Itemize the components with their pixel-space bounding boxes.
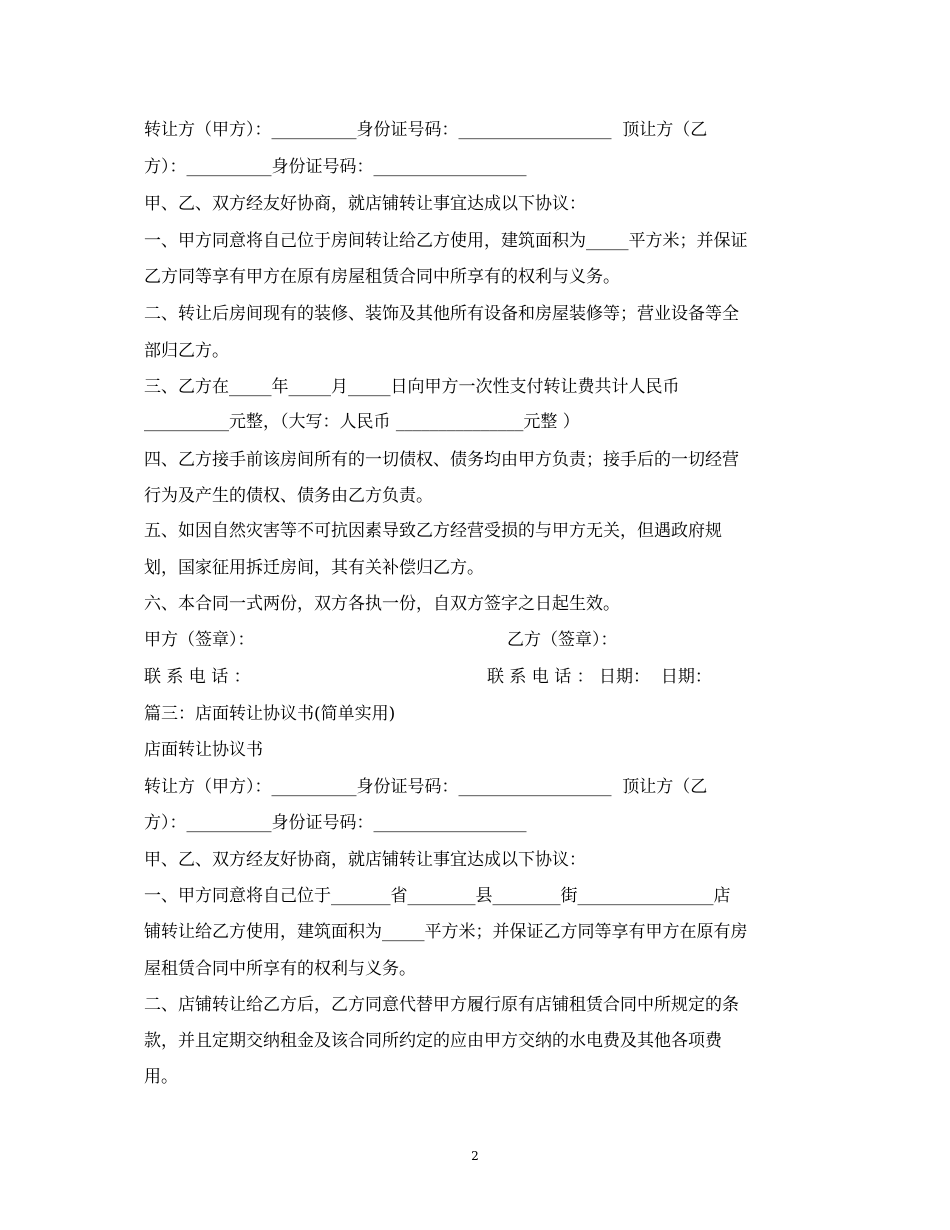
text-line: 划，国家征用拆迁房间，其有关补偿归乙方。 (144, 558, 484, 578)
text-line: 甲、乙、双方经友好协商，就店铺转让事宜达成以下协议： (144, 850, 586, 870)
text-line: 二、转让后房间现有的装修、装饰及其他所有设备和房屋装修等；营业设备等全 (144, 304, 739, 324)
text-line: 用。 (144, 1067, 178, 1087)
text-line: 五、如因自然灾害等不可抗因素导致乙方经营受损的与甲方无关，但遇政府规 (144, 521, 722, 541)
text-line: 四、乙方接手前该房间所有的一切债权、债务均由甲方负责；接手后的一切经营 (144, 450, 739, 470)
text-line: 转让方（甲方）：__________身份证号码：__________________ 顶让方（乙 (144, 777, 708, 797)
text-line: 六、本合同一式两份，双方各执一份，自双方签字之日起生效。 (144, 594, 620, 614)
text-line: 屋租赁合同中所享有的权利与义务。 (144, 959, 416, 979)
document-title: 店面转让协议书 (144, 740, 263, 760)
text-line: 款，并且定期交纳租金及该合同所约定的应由甲方交纳的水电费及其他各项费 (144, 1031, 722, 1051)
text-line: __________元整，（大写：人民币 _______________元整 ） (144, 412, 580, 432)
party-a-contact: 联 系 电 话 ： (144, 667, 251, 687)
text-line: 转让方（甲方）：__________身份证号码：__________________ 顶让方（乙 (144, 120, 708, 140)
party-a-signature: 甲方（签章）： (144, 630, 255, 650)
text-line: 三、乙方在_____年_____月_____日向甲方一次性支付转让费共计人民币 (144, 377, 680, 397)
party-b-signature: 乙方（签章）： (507, 630, 618, 650)
text-line: 乙方同等享有甲方在原有房屋租赁合同中所享有的权利与义务。 (144, 267, 620, 287)
text-line: 行为及产生的债权、债务由乙方负责。 (144, 486, 433, 506)
text-line: 部归乙方。 (144, 341, 229, 361)
text-line: 二、店铺转让给乙方后，乙方同意代替甲方履行原有店铺租赁合同中所规定的条 (144, 995, 739, 1015)
section-heading: 篇三：店面转让协议书(简单实用) (144, 704, 396, 724)
text-line: 一、甲方同意将自己位于_______省________县________街________________店 (144, 886, 731, 906)
text-line: 方）：__________身份证号码：__________________ (144, 813, 527, 833)
text-line: 甲、乙、双方经友好协商，就店铺转让事宜达成以下协议： (144, 194, 586, 214)
text-line: 铺转让给乙方使用，建筑面积为_____平方米；并保证乙方同等享有甲方在原有房 (144, 922, 748, 942)
text-line: 一、甲方同意将自己位于房间转让给乙方使用，建筑面积为_____平方米；并保证 (144, 231, 748, 251)
party-b-contact-date: 联 系 电 话 ： 日期： 日期： (487, 667, 712, 687)
text-line: 方）：__________身份证号码：__________________ (144, 157, 527, 177)
page-number: 2 (471, 1149, 479, 1163)
